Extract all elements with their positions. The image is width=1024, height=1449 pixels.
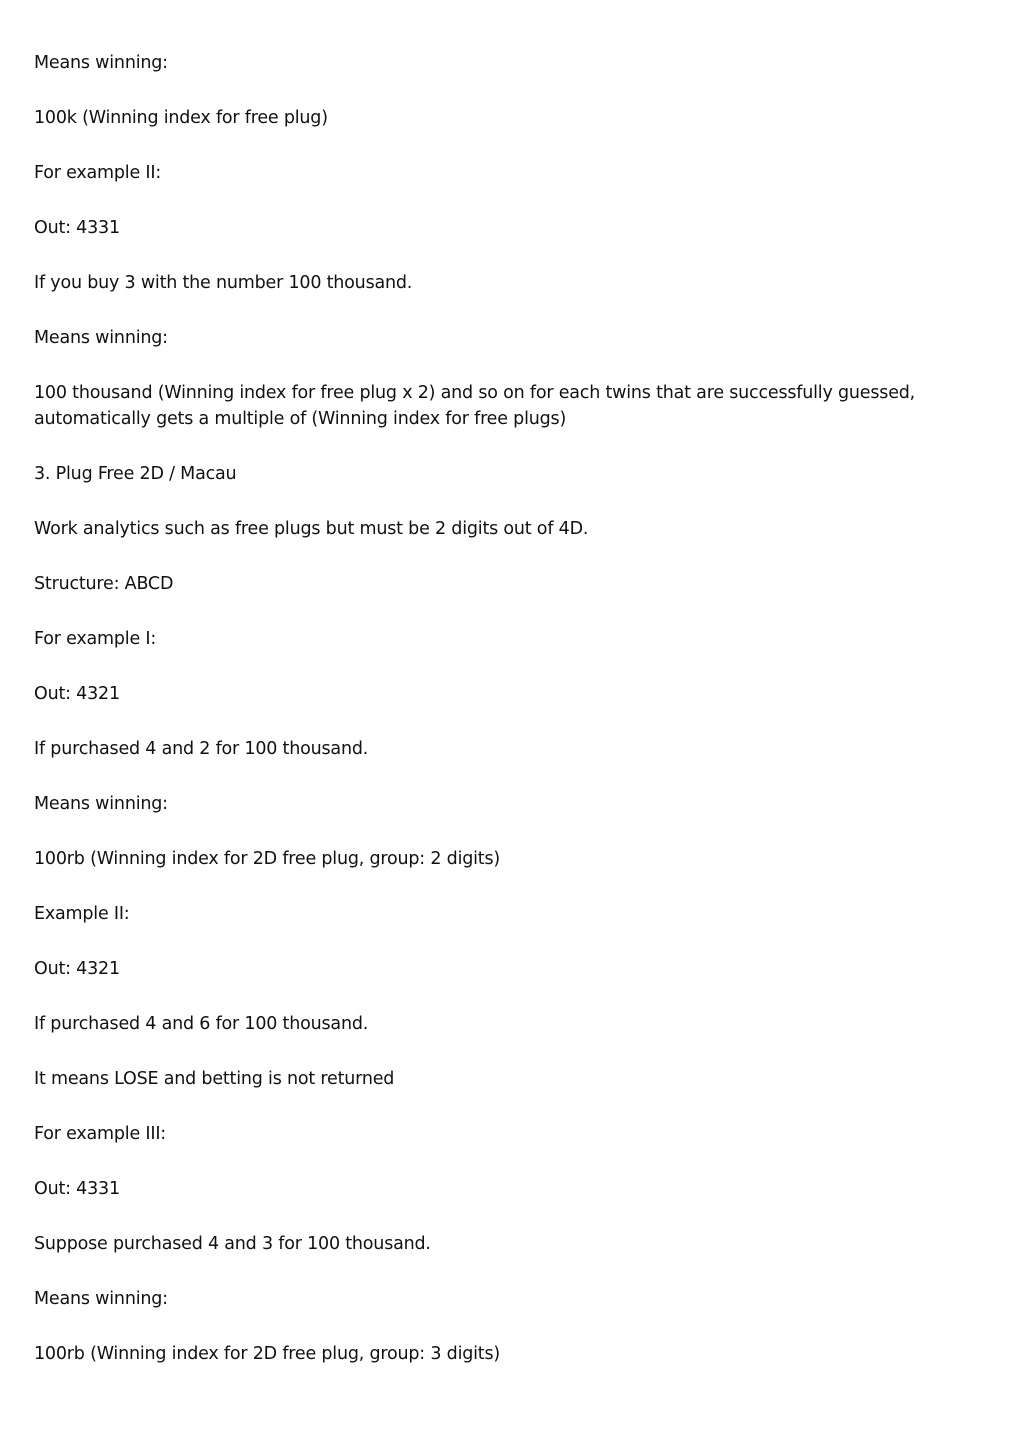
- paragraph-example-ii: Example II:: [34, 904, 130, 924]
- paragraph-purchased-4-and-6: If purchased 4 and 6 for 100 thousand.: [34, 1014, 369, 1034]
- paragraph-100rb-group-3: 100rb (Winning index for 2D free plug, group: 3 digits): [34, 1344, 501, 1364]
- paragraph-means-winning-3: Means winning:: [34, 794, 168, 814]
- paragraph-for-example-i: For example I:: [34, 629, 157, 649]
- paragraph-100rb-group-2: 100rb (Winning index for 2D free plug, group: 2 digits): [34, 849, 501, 869]
- paragraph-if-you-buy-3: If you buy 3 with the number 100 thousand.: [34, 273, 413, 293]
- paragraph-means-winning-4: Means winning:: [34, 1289, 168, 1309]
- paragraph-structure: Structure: ABCD: [34, 574, 174, 594]
- paragraph-work-analytics: Work analytics such as free plugs but must be 2 digits out of 4D.: [34, 519, 589, 539]
- paragraph-out-4331-b: Out: 4331: [34, 1179, 120, 1199]
- paragraph-out-4321-b: Out: 4321: [34, 959, 120, 979]
- paragraph-means-winning-2: Means winning:: [34, 328, 168, 348]
- paragraph-for-example-ii: For example II:: [34, 163, 162, 183]
- paragraph-means-winning-1: Means winning:: [34, 53, 168, 73]
- section-heading-plug-free-2d: 3. Plug Free 2D / Macau: [34, 464, 237, 484]
- paragraph-100-thousand-multiple: 100 thousand (Winning index for free plug x 2) and so on for each twins that are successfully guessed, automatically gets a multiple of (Winning index for free plugs): [34, 383, 916, 429]
- paragraph-out-4321-a: Out: 4321: [34, 684, 120, 704]
- paragraph-for-example-iii: For example III:: [34, 1124, 166, 1144]
- document-body: [34, 50, 974, 1396]
- paragraph-lose: It means LOSE and betting is not returned: [34, 1069, 395, 1089]
- paragraph-out-4331-a: Out: 4331: [34, 218, 120, 238]
- paragraph-purchased-4-and-2: If purchased 4 and 2 for 100 thousand.: [34, 739, 369, 759]
- paragraph-suppose-purchased: Suppose purchased 4 and 3 for 100 thousand.: [34, 1234, 431, 1254]
- paragraph-100k-winning-index: 100k (Winning index for free plug): [34, 108, 328, 128]
